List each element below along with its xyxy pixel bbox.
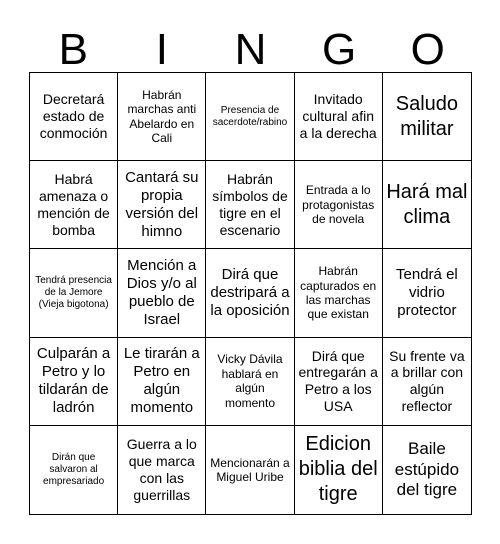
bingo-cell-r1-c1[interactable]: Decretará estado de conmoción [30,73,118,161]
bingo-cell-r3-c2[interactable]: Mención a Dios y/o al pueblo de Israel [118,249,206,337]
header-letter-o: O [410,25,445,74]
bingo-cell-r1-c4[interactable]: Invitado cultural afin a la derecha [295,73,383,161]
header-letter-g: G [321,25,357,74]
bingo-cell-r5-c2[interactable]: Guerra a lo que marca con las guerrillas [118,426,206,514]
bingo-cell-r1-c3[interactable]: Presencia de sacerdote/rabino [206,73,294,161]
bingo-cell-r4-c1[interactable]: Culparán a Petro y lo tildarán de ladrón [30,338,118,426]
bingo-cell-r2-c4[interactable]: Entrada a lo protagonistas de novela [295,161,383,249]
bingo-cell-r2-c5[interactable]: Hará mal clima [383,161,471,249]
bingo-cell-r3-c4[interactable]: Habrán capturados en las marchas que existan [295,249,383,337]
bingo-header [29,22,472,78]
bingo-cell-r3-c1[interactable]: Tendrá presencia de la Jemore (Vieja bigotona) [30,249,118,337]
bingo-cell-r4-c4[interactable]: Dirá que entregarán a Petro a los USA [295,338,383,426]
bingo-cell-r4-c5[interactable]: Su frente va a brillar con algún reflector [383,338,471,426]
bingo-cell-r5-c5[interactable]: Baile estúpido del tigre [394,439,460,500]
bingo-cell-r2-c1[interactable]: Habrá amenaza o mención de bomba [30,161,118,249]
bingo-cell-r3-c3[interactable]: Dirá que destripará a la oposición [206,249,294,337]
bingo-cell-r2-c2[interactable]: Cantará su propia versión del himno [118,161,206,249]
bingo-cell-r4-c2[interactable]: Le tirarán a Petro en algún momento [118,338,206,426]
bingo-cell-r5-c4[interactable]: Edicion biblia del tigre [295,426,383,514]
bingo-cell-r1-c5[interactable]: Saludo militar [383,73,471,161]
header-letter-b: B [58,25,88,74]
bingo-cell-r4-c3[interactable]: Vicky Dávila hablará en algún momento [206,338,294,426]
bingo-cell-r3-c5[interactable]: Tendrá el vidrio protector [383,249,471,337]
header-letter-n: N [234,25,267,74]
bingo-cell-r2-c3[interactable]: Habrán símbolos de tigre en el escenario [206,161,294,249]
bingo-cell-r5-c1[interactable]: Dirán que salvaron al empresariado [30,426,118,514]
bingo-card-grid [29,72,472,515]
bingo-cell-r1-c2[interactable]: Habrán marchas anti Abelardo en Cali [118,73,206,161]
bingo-cell-r5-c3[interactable]: Mencionarán a Miguel Uribe [206,426,294,514]
header-letter-i: I [155,25,168,74]
